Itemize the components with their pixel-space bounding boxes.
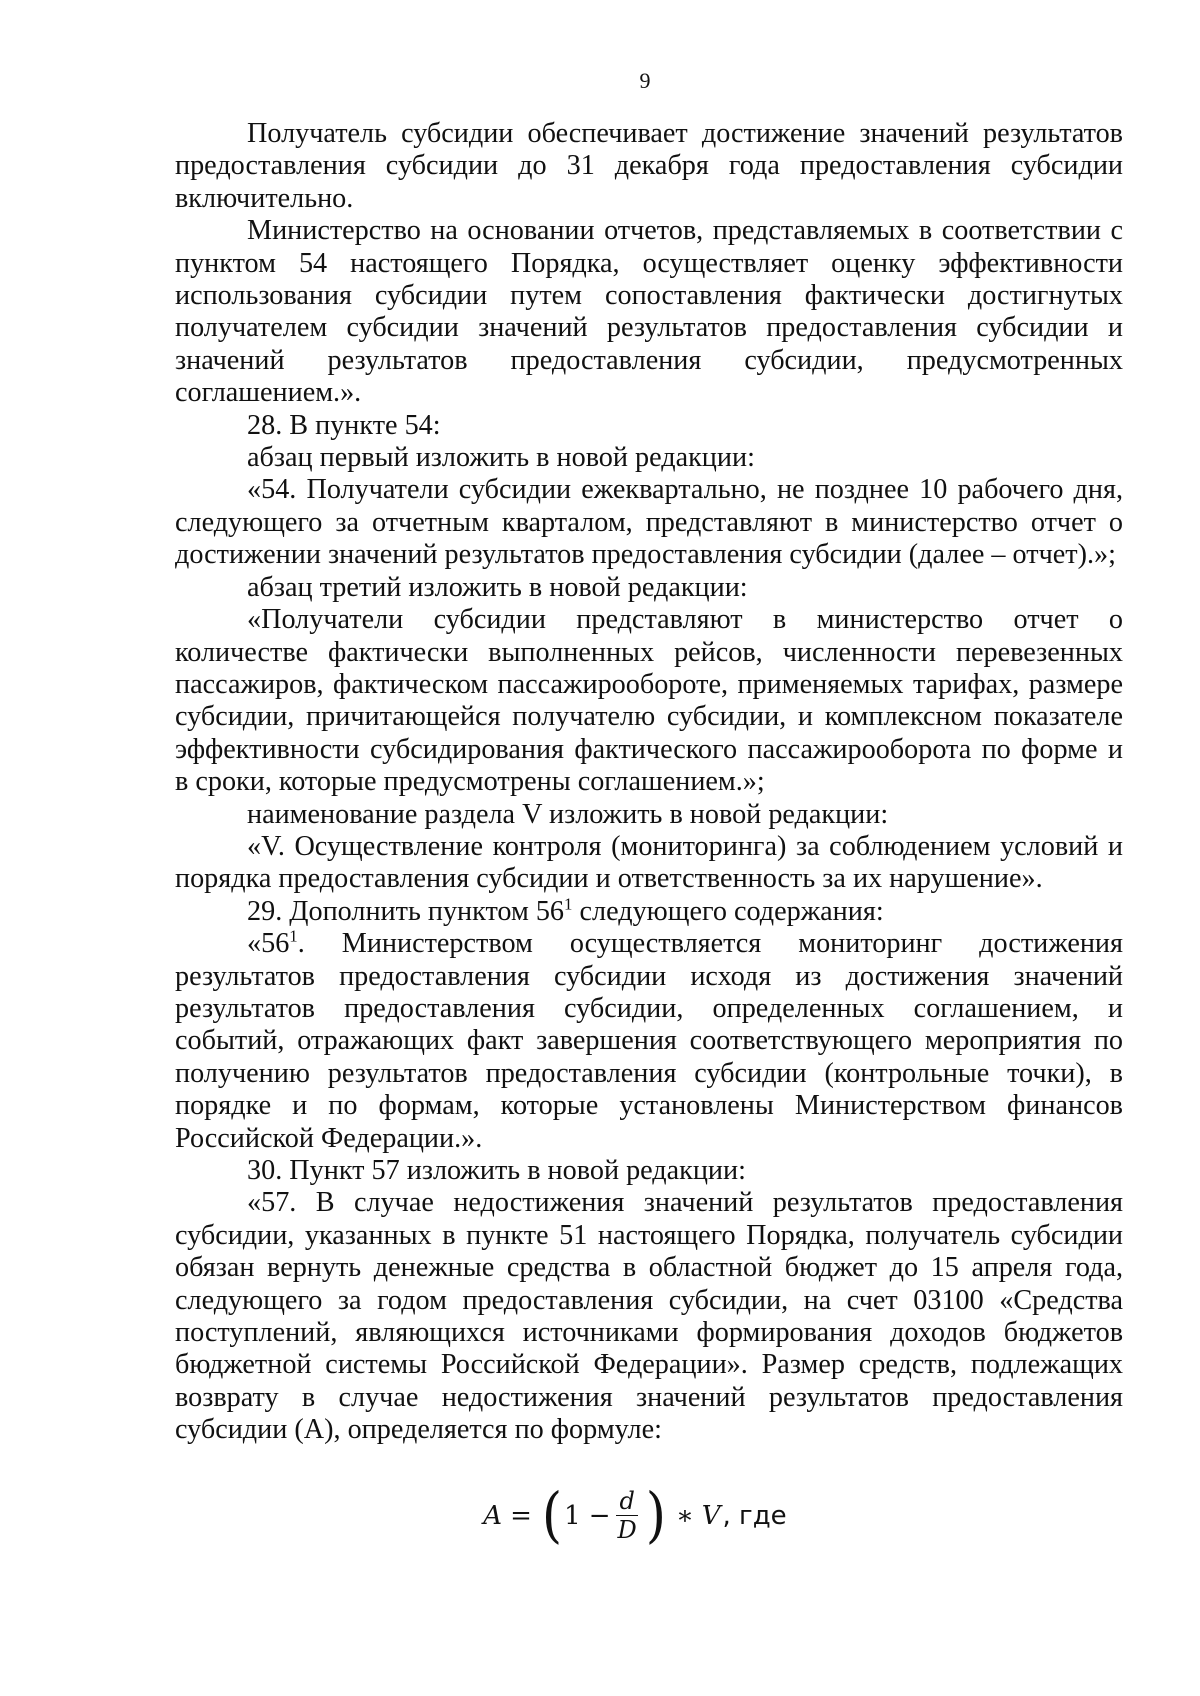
document-body <box>175 118 1123 1447</box>
formula-open-paren: ( <box>541 1481 563 1550</box>
paragraph: абзац третий изложить в новой редакции: <box>247 571 748 603</box>
paragraph: наименование раздела V изложить в новой редакции: <box>247 798 889 830</box>
paragraph-56-text-after: . Министерством осуществляется мониторинг достижения результатов предоставления субсидии исходя из достижения значений результатов предоставления субсидии, определенных соглашением, и событий, отражающих факт завершения соответствующего мероприятия по получению результатов предоставления субсидии (контрольные точки), в порядке и по формам, которые установлены Министерством финансов Российской Федерации.». <box>175 928 1123 1154</box>
paragraph: 28. В пункте 54: <box>247 409 441 441</box>
formula-times: ∗ <box>676 1500 694 1531</box>
formula-denominator: D <box>617 1516 637 1544</box>
paragraph-56-text-before: «56 <box>247 928 290 960</box>
formula-suffix: , где <box>722 1500 787 1531</box>
superscript: 1 <box>289 926 298 946</box>
paragraph: абзац первый изложить в новой редакции: <box>247 442 755 474</box>
paragraph: «54. Получатели субсидии ежеквартально, не позднее 10 рабочего дня, следующего за отчетным кварталом, представляют в министерство отчет о достижении значений результатов предоставления субсидии (далее – отчет).»; <box>175 474 1123 571</box>
paragraph: Получатель субсидии обеспечивает достижение значений результатов предоставления субсидии до 31 декабря года предоставления субсидии включительно. <box>175 118 1123 214</box>
paragraph: «V. Осуществление контроля (мониторинга) за соблюдением условий и порядка предоставления субсидии и ответственность за их нарушение». <box>175 830 1123 895</box>
formula-minus: − <box>588 1500 611 1531</box>
formula-close-paren: ) <box>645 1481 667 1550</box>
paragraph: «Получатели субсидии представляют в министерство отчет о количестве фактически выполненных рейсов, численности перевезенных пассажиров, фактическом пассажирообороте, применяемых тарифах, размере субсидии, причитающейся получателю субсидии, и комплексном показателе эффективности субсидирования фактического пассажирооборота по форме и в сроки, которые предусмотрены соглашением.»; <box>175 604 1123 798</box>
paragraph-29 <box>175 896 1123 928</box>
formula-var: V <box>701 1500 721 1531</box>
paragraph-56-1 <box>175 928 1123 1155</box>
formula-fraction <box>615 1488 640 1543</box>
paragraph-29-text-after: следующего содержания: <box>572 895 884 927</box>
formula-numerator: d <box>616 1488 637 1516</box>
paragraph-29-text-before: 29. Дополнить пунктом 56 <box>247 895 565 927</box>
formula-one: 1 <box>564 1500 581 1531</box>
page-number: 9 <box>639 68 651 93</box>
superscript: 1 <box>564 894 573 914</box>
formula-expression <box>483 1481 787 1550</box>
paragraph-57: «57. В случае недостижения значений результатов предоставления субсидии, указанных в пункте 51 настоящего Порядка, получатель субсидии обязан вернуть денежные средства в областной бюджет до 15 апреля года, следующего за годом предоставления субсидии, на счет 03100 «Средства поступлений, являющихся источниками формирования доходов бюджетов бюджетной системы Российской Федерации». Размер средств, подлежащих возврату в случае недостижения значений результатов предоставления субсидии (А), определяется по формуле: <box>175 1187 1123 1446</box>
paragraph-30: 30. Пункт 57 изложить в новой редакции: <box>247 1155 746 1186</box>
formula-lhs: A <box>483 1500 503 1531</box>
paragraph: Министерство на основании отчетов, представляемых в соответствии с пунктом 54 настоящего Порядка, осуществляет оценку эффективности использования субсидии путем сопоставления фактически достигнутых получателем субсидии значений результатов предоставления субсидии и значений результатов предоставления субсидии, предусмотренных соглашением.». <box>175 215 1123 409</box>
formula <box>0 1481 1200 1550</box>
formula-equals: = <box>510 1500 532 1531</box>
